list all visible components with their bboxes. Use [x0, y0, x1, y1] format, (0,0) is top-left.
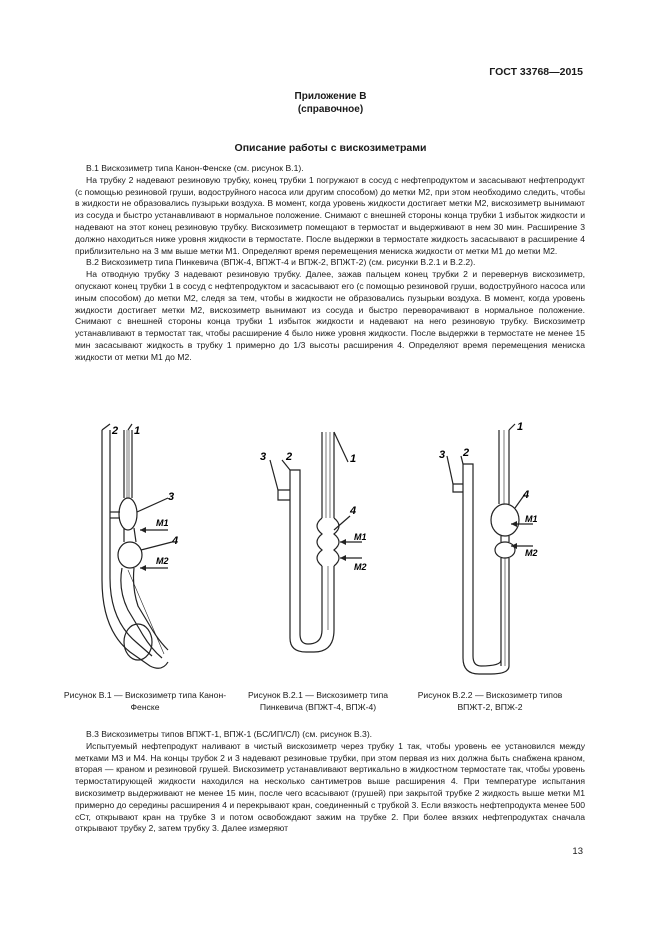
annex-title: Приложение В — [294, 91, 367, 102]
annex-heading — [0, 90, 661, 116]
label-4: 4 — [350, 505, 357, 517]
mark-m1: M1 — [525, 514, 538, 524]
paragraph: На трубку 2 надевают резиновую трубку, конец трубки 1 погружают в сосуд с нефтепродуктом и засасывают нефтепродукт (с помощью резиновой груши, водоструйного насоса или другим способом) до метки M2, при этом необходимо следить, чтобы в жидкости не образовались пузырьки воздуха. В момент, когда уровень жидкости достигает метки M2, вискозиметр вынимают из сосуда и быстро устанавливают в нормальное положение. Снимают с внешней стороны конца трубки 1 избыток жидкости и надевают на этот конец резиновую трубку. Вискозиметр помещают в термостат и выдерживают в нем 30 мин. Расширение 3 должно находиться ниже уровня жидкости в термостате. После выдержки в термостате жидкость засасывают в расширение 4 приблизительно на 3 мм выше метки M1. Определяют время перемещения мениска жидкости от метки M1 до метки M2. — [75, 174, 585, 256]
paragraph: Испытуемый нефтепродукт наливают в чистый вискозиметр через трубку 1 так, чтобы уровень ее установился между метками M3 и M4. На концы трубок 2 и 3 надевают резиновые трубки, при этом первая из них должна быть снабжена краном, вторая — краном и резиновой грушей. Вискозиметр устанавливают вертикально в жидкостном термостате так, чтобы уровень термостатирующей жидкости находился на несколько сантиметров выше расширения 4. При температуре испытания вискозиметр выдерживают не менее 15 мин, после чего всасывают (грушей) при закрытой трубке 2 жидкость выше метки M1 примерно до середины расширения 4 и перекрывают кран, соединенный с трубкой 3. Если вязкость нефтепродукта менее 500 сСт, открывают кран на трубке 3 и потом освобождают зажим на трубке 2. При более вязких нефтепродуктах сначала открывают трубку 2, затем трубку 3. Далее измеряют — [75, 740, 585, 834]
label-4: 4 — [523, 489, 530, 501]
standard-number: ГОСТ 33768—2015 — [489, 66, 583, 78]
caption-figure-b1: Рисунок В.1 — Вискозиметр типа Канон-Фенске — [63, 690, 227, 712]
page-number: 13 — [572, 846, 583, 857]
mark-m2: M2 — [354, 562, 367, 572]
mark-m2: M2 — [525, 548, 538, 558]
caption-figure-b21: Рисунок В.2.1 — Вискозиметр типа Пинкевича (ВПЖТ-4, ВПЖ-4) — [247, 690, 389, 712]
paragraph-b2: В.2 Вискозиметр типа Пинкевича (ВПЖ-4, ВПЖТ-4 и ВПЖ-2, ВПЖТ-2) (см. рисунки В.2.1 и В.2.2). — [86, 257, 476, 268]
label-1: 1 — [350, 453, 357, 465]
mark-m2: M2 — [156, 556, 169, 566]
mark-m1: M1 — [156, 518, 169, 528]
section-title: Описание работы с вискозиметрами — [234, 142, 427, 154]
label-1: 1 — [517, 421, 524, 433]
label-3: 3 — [439, 449, 446, 461]
label-3: 3 — [168, 491, 175, 503]
paragraph-b1: В.1 Вискозиметр типа Канон-Фенске (см. рисунок В.1). — [86, 163, 304, 173]
label-2: 2 — [463, 447, 470, 459]
label-2: 2 — [286, 451, 293, 463]
figure-pinkevich-4 — [250, 420, 390, 682]
label-2: 2 — [112, 425, 119, 437]
figure-cannon-fenske — [80, 420, 210, 682]
label-3: 3 — [260, 451, 267, 463]
text-block-1 — [75, 163, 585, 364]
paragraph: На отводную трубку 3 надевают резиновую трубку. Далее, зажав пальцем конец трубки 2 и перевернув вискозиметр, опускают конец трубки 1 в сосуд с нефтепродуктом и засасывают его (с помощью резиновой груши, водоструйного насоса или иным способом) до метки M2, следя за тем, чтобы в жидкости не образовались пузырьки воздуха. В момент, когда уровень жидкости достигает метки M2, вискозиметр вынимают из сосуда и быстро переворачивают в нормальное положение. Снимают с внешней стороны конца трубки 1 избыток жидкости и надевают на него резиновую трубку. Вискозиметр устанавливают в термостат так, чтобы расширение 4 было ниже уровня жидкости. После выдержки в термостате не менее 15 мин засасывают жидкость в трубку 1 примерно до 1/3 высоты расширения 4. Определяют время перемещения мениска жидкости от метки M1 до M2. — [75, 269, 585, 362]
label-1: 1 — [134, 425, 141, 437]
caption-figure-b22: Рисунок В.2.2 — Вискозиметр типов ВПЖТ-2, ВПЖ-2 — [417, 690, 563, 712]
text-block-2 — [75, 729, 585, 835]
label-4: 4 — [172, 535, 179, 547]
paragraph-b3: В.3 Вискозиметры типов ВПЖТ-1, ВПЖ-1 (БС/ИП/СЛ) (см. рисунок В.3). — [86, 729, 373, 739]
figure-pinkevich-2 — [425, 420, 565, 682]
annex-subtitle: (справочное) — [297, 104, 364, 115]
mark-m1: M1 — [354, 532, 367, 542]
